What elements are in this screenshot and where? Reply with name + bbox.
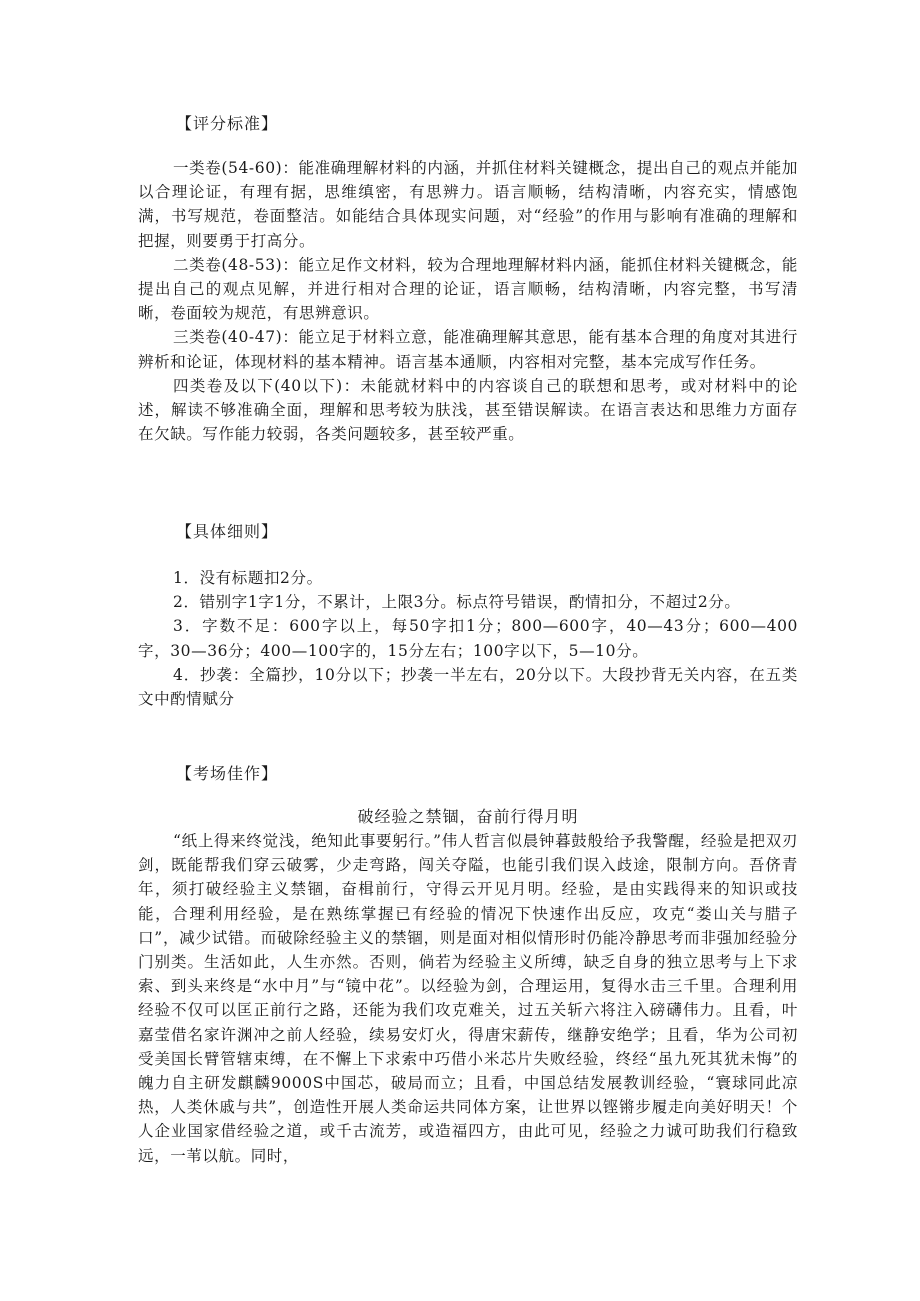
grade-two-paragraph: 二类卷(48-53)：能立足作文材料，较为合理地理解材料内涵，能抓住材料关键概念，能提出自己的观点见解，并进行相对合理的论证，语言顺畅，结构清晰，内容完整，书写清晰，卷面较为规范，有思辨意识。	[138, 255, 798, 323]
grade-three-paragraph: 三类卷(40-47)：能立足于材料立意，能准确理解其意思，能有基本合理的角度对其进行辨析和论证，体现材料的基本精神。语言基本通顺，内容相对完整，基本完成写作任务。	[138, 328, 798, 371]
scoring-standards-section	[138, 156, 798, 446]
detailed-rules-section	[138, 566, 798, 711]
detailed-rules-heading: 【具体细则】	[176, 522, 279, 541]
rule-item: 2．错别字1字1分，不累计，上限3分。标点符号错误，酌情扣分，不超过2分。	[173, 593, 741, 612]
rule-item: 4．抄袭：全篇抄，10分以下；抄袭一半左右，20分以下。大段抄背无关内容，在五类文中酌情赋分	[138, 665, 798, 709]
grade-one-paragraph: 一类卷(54-60)：能准确理解材料的内涵，并抓住材料关键概念，提出自己的观点并能加以合理论证，有理有据，思维缜密，有思辨力。语言顺畅，结构清晰，内容充实，情感饱满，书写规范，卷面整洁。如能结合具体现实问题，对“经验”的作用与影响有准确的理解和把握，则要勇于打高分。	[138, 159, 798, 250]
grade-four-paragraph: 四类卷及以下(40以下)：未能就材料中的内容谈自己的联想和思考，或对材料中的论述，解读不够准确全面，理解和思考较为肤浅，甚至错误解读。在语言表达和思维力方面存在欠缺。写作能力较弱，各类问题较多，甚至较严重。	[138, 376, 798, 444]
essay-section	[138, 829, 798, 1168]
sample-essay-heading: 【考场佳作】	[176, 764, 279, 783]
rule-item: 3．字数不足：600字以上，每50字扣1分；800—600字，40—43分；600—400字，30—36分；400—100字的，15分左右；100字以下，5—10分。	[138, 617, 798, 660]
rule-item: 1．没有标题扣2分。	[173, 569, 323, 587]
essay-title: 破经验之禁锢，奋前行得月明	[357, 807, 579, 826]
essay-body-paragraph: “纸上得来终觉浅，绝知此事要躬行。”伟人哲言似晨钟暮鼓般给予我警醒，经验是把双刃剑，既能帮我们穿云破雾，少走弯路，闯关夺隘，也能引我们误入歧途，限制方向。吾侪青年，须打破经验主义禁锢，奋楫前行，守得云开见月明。经验，是由实践得来的知识或技能，合理利用经验，是在熟练掌握已有经验的情况下快速作出反应，攻克“娄山关与腊子口”，减少试错。而破除经验主义的禁锢，则是面对相似情形时仍能冷静思考而非强加经验分门别类。生活如此，人生亦然。否则，倘若为经验主义所缚，缺乏自身的独立思考与上下求索、到头来终是“水中月”与“镜中花”。以经验为剑，合理运用，复得水击三千里。合理利用经验不仅可以匡正前行之路，还能为我们攻克难关，过五关斩六将注入磅礴伟力。且看，叶嘉莹借名家许渊冲之前人经验，续易安灯火，得唐宋薪传，继静安绝学；且看，华为公司初受美国长臂管辖束缚，在不懈上下求索中巧借小米芯片失败经验，终经“虽九死其犹未悔”的魄力自主研发麒麟9000S中国芯，破局而立；且看，中国总结发展教训经验，“寰球同此凉热，人类休戚与共”，创造性开展人类命运共同体方案，让世界以铿锵步履走向美好明天！个人企业国家借经验之道，或千古流芳，或造福四方，由此可见，经验之力诚可助我们行稳致远，一苇以航。同时，	[138, 832, 798, 1165]
scoring-standards-heading: 【评分标准】	[176, 114, 279, 133]
